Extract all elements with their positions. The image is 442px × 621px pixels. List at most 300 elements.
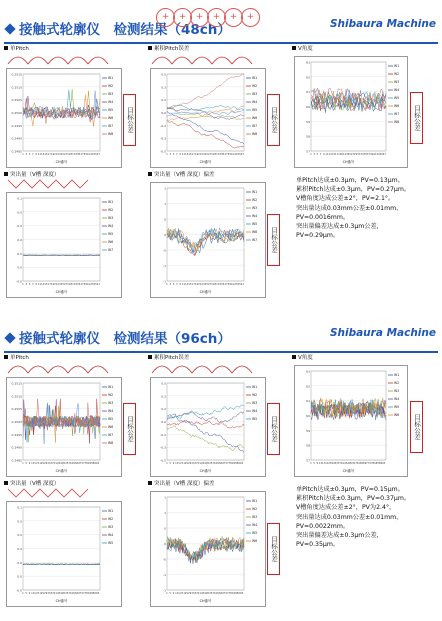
y-tick-label: 0 <box>164 217 166 222</box>
x-tick-label: 15 <box>188 283 192 286</box>
x-tick-label: 21 <box>181 462 185 465</box>
y-tick-label: -0.5 <box>160 458 166 463</box>
x-tick-label: 3 <box>25 283 28 286</box>
x-tick-label: 41 <box>197 462 202 465</box>
x-tick-label: 81 <box>230 462 234 465</box>
x-tick-label: 69 <box>363 462 367 465</box>
x-tick-label: 21 <box>325 462 329 465</box>
diamond-icon <box>4 332 15 343</box>
y-tick-label: -1 <box>163 264 166 268</box>
legend-label: W6 <box>252 539 258 544</box>
x-tick-label: 41 <box>53 462 58 465</box>
note-line: 累积Pitch达成±0.3μm，PV=0.27μm。 <box>296 186 411 194</box>
x-tick-label: 73 <box>79 462 84 465</box>
panel-cumulative-pitch <box>148 353 288 478</box>
x-tick-label: 33 <box>360 153 364 156</box>
y-tick-label: 1 <box>164 186 166 191</box>
x-tick-label: 43 <box>234 283 238 286</box>
y-tick-label: 57 <box>306 458 310 463</box>
x-tick-label: 13 <box>175 462 179 465</box>
legend-label: W3 <box>252 515 258 520</box>
y-tick-label: 58 <box>306 134 310 139</box>
y-tick-label: 61 <box>306 399 310 404</box>
x-tick-label: 81 <box>86 592 90 595</box>
x-tick-label: 1 <box>166 153 168 156</box>
x-tick-label: 23 <box>344 153 348 156</box>
x-tick-label: 37 <box>80 283 84 286</box>
x-tick-label: 39 <box>83 283 87 286</box>
x-tick-label: 77 <box>369 462 373 465</box>
x-tick-label: 11 <box>325 153 329 156</box>
y-tick-label: -0.2 <box>160 432 166 437</box>
x-tick-label: 15 <box>188 153 192 156</box>
chart-box <box>6 68 122 168</box>
legend-label: W5 <box>108 232 114 237</box>
legend-label: W6 <box>394 413 400 418</box>
brand-logo: Shibaura Machine <box>329 327 436 339</box>
x-tick-label: 11 <box>181 153 186 156</box>
legend-label: W2 <box>108 208 114 213</box>
y-tick-label: 0.0 <box>17 560 22 565</box>
x-tick-label: 39 <box>227 283 231 286</box>
x-tick-label: 25 <box>184 462 189 465</box>
x-tick-label: 33 <box>73 283 78 286</box>
x-tick-label: 47 <box>96 283 101 286</box>
x-tick-label: 47 <box>240 153 245 156</box>
x-axis-label: CH番号 <box>199 599 212 603</box>
x-tick-label: 1 <box>22 283 24 286</box>
x-tick-label: 1 <box>22 462 24 465</box>
legend-label: W2 <box>252 507 258 512</box>
x-tick-label: 81 <box>230 592 234 595</box>
x-tick-label: 53 <box>350 462 354 465</box>
y-tick-label: -1 <box>163 279 166 284</box>
y-tick-label: 60 <box>306 414 310 418</box>
x-tick-label: 47 <box>96 153 101 156</box>
x-tick-label: 69 <box>220 462 224 465</box>
x-tick-label: 65 <box>73 462 77 465</box>
y-tick-label: 57 <box>306 149 310 154</box>
y-tick-label: 0.0 <box>161 420 166 424</box>
x-tick-label: 49 <box>60 462 64 465</box>
y-tick-label: 0.0 <box>17 533 22 538</box>
pitch-sketch-icon <box>150 52 260 66</box>
y-tick-label: 0.2500 <box>11 111 22 115</box>
x-tick-label: 17 <box>47 283 51 286</box>
y-tick-label: 0.2485 <box>11 458 22 463</box>
series-line <box>167 110 244 116</box>
y-tick-label: 0.2495 <box>11 123 22 128</box>
x-tick-label: 77 <box>226 462 231 465</box>
panel-title: 累积Pitch误差 <box>148 353 189 361</box>
y-tick-label: -0 <box>163 557 166 562</box>
legend-label: W5 <box>252 417 258 422</box>
legend-label: W7 <box>394 112 400 117</box>
x-tick-label: 89 <box>92 592 96 595</box>
target-tolerance-label: 目标公差 <box>267 523 280 575</box>
legend-label: W2 <box>252 84 258 89</box>
legend-label: W5 <box>252 108 258 113</box>
target-tolerance-label: 目标公差 <box>267 403 280 455</box>
x-tick-label: 1 <box>166 462 168 465</box>
x-tick-label: 93 <box>239 592 244 595</box>
x-tick-label: 73 <box>223 462 228 465</box>
x-axis-label: CH番号 <box>55 290 68 294</box>
legend-label: W7 <box>252 238 258 243</box>
slide-title-text: 接触式轮廓仪 检测结果（96ch） <box>19 331 231 347</box>
x-tick-label: 47 <box>382 153 387 156</box>
y-tick-label: 0.2495 <box>11 432 22 437</box>
legend-label: W6 <box>252 230 258 235</box>
x-tick-label: 13 <box>31 462 35 465</box>
x-tick-label: 77 <box>226 592 231 595</box>
x-tick-label: 53 <box>207 592 211 595</box>
x-tick-label: 39 <box>83 153 87 156</box>
x-tick-label: 17 <box>34 592 38 595</box>
x-tick-label: 7 <box>32 153 34 156</box>
x-tick-label: 69 <box>76 592 80 595</box>
x-axis-label: CH番号 <box>342 469 355 473</box>
x-tick-label: 7 <box>319 153 322 156</box>
legend-label: W3 <box>394 80 400 85</box>
chart-protrusion <box>7 193 121 297</box>
y-tick-label: 0.2505 <box>11 407 22 412</box>
x-tick-label: 29 <box>67 153 71 156</box>
series-line <box>167 411 244 423</box>
note-line: V槽角度达成公差±2°，PV为2.4°， <box>296 504 396 512</box>
x-axis-label: CH番号 <box>55 160 68 164</box>
x-tick-label: 31 <box>214 283 218 286</box>
x-tick-label: 33 <box>217 153 222 156</box>
note-line: PV=0.35μm。 <box>296 541 340 549</box>
chart-box <box>150 182 266 298</box>
x-tick-label: 47 <box>240 283 245 286</box>
x-tick-label: 21 <box>198 153 202 156</box>
x-axis-label: CH番号 <box>199 469 212 473</box>
x-tick-label: 33 <box>191 462 195 465</box>
x-tick-label: 77 <box>82 462 87 465</box>
v-groove-sketch-icon <box>6 178 116 190</box>
x-tick-label: 41 <box>197 592 202 595</box>
legend-label: W5 <box>252 222 258 227</box>
x-tick-label: 17 <box>178 462 182 465</box>
y-tick-label: -0.5 <box>160 149 166 154</box>
y-tick-label: 63 <box>306 369 310 374</box>
panel-single-pitch <box>4 44 144 169</box>
x-tick-label: 41 <box>373 153 377 156</box>
target-tolerance-label: 目标公差 <box>410 92 423 144</box>
x-tick-label: 29 <box>354 153 358 156</box>
x-tick-label: 1 <box>22 153 24 156</box>
y-tick-label: -0.0 <box>16 279 22 284</box>
y-tick-label: 0.0 <box>17 519 22 524</box>
legend-label: W1 <box>108 509 114 514</box>
x-tick-label: 43 <box>376 153 380 156</box>
y-tick-label: 1 <box>164 495 166 500</box>
x-tick-label: 13 <box>185 283 189 286</box>
x-tick-label: 61 <box>213 462 218 465</box>
x-tick-label: 45 <box>201 462 205 465</box>
x-tick-label: 11 <box>37 153 42 156</box>
x-tick-label: 89 <box>378 462 383 465</box>
x-tick-label: 25 <box>40 592 45 595</box>
x-tick-label: 19 <box>194 153 199 156</box>
legend-label: W7 <box>252 124 258 129</box>
y-tick-label: -0.3 <box>160 445 166 450</box>
note-line: PV=0.0022mm。 <box>296 522 350 530</box>
note-line: 单Pitch达成±0.3μm，PV=0.13μm。 <box>296 177 404 184</box>
y-tick-label: 63 <box>306 60 310 65</box>
x-tick-label: 45 <box>57 592 61 595</box>
x-tick-label: 29 <box>44 462 48 465</box>
legend-label: W1 <box>252 385 258 390</box>
chart-v-angle <box>295 57 407 167</box>
x-tick-label: 27 <box>207 153 212 156</box>
x-tick-label: 7 <box>176 153 178 156</box>
x-tick-label: 25 <box>347 153 351 156</box>
chart-box <box>150 377 266 477</box>
panel-protrusion <box>4 479 144 607</box>
x-tick-label: 3 <box>313 153 316 156</box>
x-tick-label: 61 <box>213 592 218 595</box>
x-tick-label: 17 <box>191 283 195 286</box>
x-tick-label: 89 <box>236 462 240 465</box>
legend-label: W4 <box>252 409 258 414</box>
slide-48ch <box>0 4 442 304</box>
legend-label: W3 <box>394 389 400 394</box>
x-axis-label: CH番号 <box>199 290 212 294</box>
legend-label: W3 <box>108 525 114 530</box>
x-tick-label: 11 <box>181 283 186 286</box>
x-tick-label: 23 <box>57 283 61 286</box>
legend-label: W4 <box>108 533 114 538</box>
x-tick-label: 15 <box>44 283 48 286</box>
x-tick-label: 35 <box>221 283 225 286</box>
x-tick-label: 13 <box>185 153 189 156</box>
x-tick-label: 5 <box>169 462 172 465</box>
legend-label: W6 <box>252 116 258 121</box>
x-tick-label: 29 <box>67 283 71 286</box>
y-tick-label: 0.0 <box>17 547 22 551</box>
legend-label: W6 <box>108 116 114 121</box>
legend-label: W8 <box>108 441 114 446</box>
x-tick-label: 13 <box>31 592 35 595</box>
x-tick-label: 21 <box>37 592 41 595</box>
x-tick-label: 45 <box>93 153 97 156</box>
pitch-sketch-icon <box>6 52 116 66</box>
x-tick-label: 37 <box>80 153 84 156</box>
legend-label: W7 <box>108 124 114 129</box>
x-tick-label: 65 <box>359 462 364 465</box>
note-line: 累积Pitch达成±0.3μm，PV=0.37μm。 <box>296 495 411 503</box>
y-tick-label: 0.2510 <box>11 394 22 399</box>
x-tick-label: 49 <box>347 462 351 465</box>
x-tick-label: 81 <box>372 462 376 465</box>
x-tick-label: 85 <box>233 462 237 465</box>
panel-title: 累积Pitch误差 <box>148 44 189 52</box>
slide-header <box>0 4 442 44</box>
x-tick-label: 5 <box>313 462 315 465</box>
x-tick-label: 31 <box>70 153 74 156</box>
x-tick-label: 21 <box>341 153 345 156</box>
x-tick-label: 45 <box>344 462 348 465</box>
x-tick-label: 45 <box>379 153 383 156</box>
legend-label: W4 <box>394 88 400 93</box>
x-tick-label: 5 <box>172 153 175 156</box>
x-tick-label: 13 <box>318 462 323 465</box>
x-tick-label: 35 <box>363 153 367 156</box>
panel-title: 单Pitch <box>4 353 29 361</box>
x-tick-label: 25 <box>40 462 45 465</box>
x-tick-label: 69 <box>76 462 80 465</box>
y-tick-label: 0.1 <box>17 196 22 201</box>
panel-v-angle <box>292 353 438 478</box>
x-tick-label: 27 <box>63 283 68 286</box>
y-tick-label: -1 <box>163 573 166 577</box>
x-tick-label: 23 <box>57 153 61 156</box>
x-tick-label: 25 <box>60 283 64 286</box>
chart-cumulative-pitch <box>151 69 265 167</box>
x-tick-label: 37 <box>194 592 198 595</box>
x-tick-label: 81 <box>86 462 90 465</box>
x-tick-label: 69 <box>220 592 224 595</box>
y-tick-label: 0.2490 <box>11 445 22 450</box>
y-tick-label: 0.2 <box>161 98 166 103</box>
target-tolerance-label: 目标公差 <box>410 401 423 453</box>
x-tick-label: 53 <box>63 462 67 465</box>
x-tick-label: 5 <box>316 153 319 156</box>
x-tick-label: 5 <box>28 153 31 156</box>
panel-title: 单Pitch <box>4 44 29 52</box>
x-tick-label: 61 <box>69 592 74 595</box>
x-tick-label: 5 <box>169 592 172 595</box>
legend-label: W1 <box>108 76 114 81</box>
series-line <box>167 74 244 109</box>
y-tick-label: 59 <box>306 119 310 124</box>
x-tick-label: 57 <box>66 462 71 465</box>
y-tick-label: 0.2500 <box>11 420 22 424</box>
x-tick-label: 49 <box>60 592 64 595</box>
chart-box <box>150 491 266 607</box>
legend-label: W5 <box>108 417 114 422</box>
target-tolerance-label: 目标公差 <box>123 94 136 146</box>
panel-single-pitch <box>4 353 144 478</box>
x-tick-label: 1 <box>310 153 312 156</box>
panel-protrusion-deviation <box>148 479 288 607</box>
y-tick-label: -0.0 <box>16 588 22 593</box>
x-tick-label: 31 <box>70 283 74 286</box>
x-tick-label: 29 <box>188 592 192 595</box>
x-axis-label: CH番号 <box>199 160 212 164</box>
x-tick-label: 73 <box>366 462 370 465</box>
legend-label: W6 <box>108 425 114 430</box>
x-tick-label: 5 <box>25 462 28 465</box>
x-tick-label: 13 <box>41 283 45 286</box>
legend-label: W4 <box>108 224 114 229</box>
y-tick-label: 0.0 <box>161 111 166 115</box>
panel-title: 突出量（V槽 深度）偏差 <box>148 170 215 178</box>
panel-protrusion <box>4 170 144 298</box>
series-line <box>23 91 100 126</box>
slide-96ch <box>0 313 442 613</box>
y-tick-label: -0 <box>163 248 166 253</box>
x-tick-label: 45 <box>57 462 61 465</box>
x-tick-label: 25 <box>184 592 189 595</box>
chart-box <box>6 192 122 298</box>
x-tick-label: 61 <box>69 462 74 465</box>
legend-label: W2 <box>252 198 258 203</box>
x-tick-label: 3 <box>169 153 172 156</box>
panel-title: 突出量（V槽 深度） <box>4 170 60 178</box>
legend-label: W1 <box>252 499 258 504</box>
y-tick-label: -0.2 <box>160 123 166 128</box>
y-tick-label: 0.0 <box>17 251 22 256</box>
x-tick-label: 37 <box>50 462 54 465</box>
legend-label: W8 <box>394 120 400 125</box>
v-groove-sketch-icon <box>6 487 116 499</box>
y-tick-label: 1 <box>164 511 166 515</box>
x-tick-label: 29 <box>188 462 192 465</box>
y-tick-label: 0 <box>164 233 166 237</box>
x-tick-label: 45 <box>237 153 241 156</box>
panel-title: 突出量（V槽 深度） <box>4 479 60 487</box>
legend-label: W4 <box>252 100 258 105</box>
note-line: 突出量达成0.03mm公差±0.01mm， <box>296 204 403 212</box>
chart-box <box>294 365 408 477</box>
series-line <box>167 420 244 428</box>
y-tick-label: -1 <box>163 588 166 593</box>
note-line: PV=0.0016mm。 <box>296 213 350 221</box>
x-tick-label: 33 <box>73 153 78 156</box>
x-tick-label: 73 <box>223 592 228 595</box>
results-notes <box>296 176 410 240</box>
x-tick-label: 37 <box>50 592 54 595</box>
legend-label: W4 <box>108 409 114 414</box>
brand-logo: Shibaura Machine <box>329 18 436 30</box>
y-tick-label: 58 <box>306 443 310 448</box>
y-tick-label: 0.3 <box>161 394 166 399</box>
x-tick-label: 37 <box>194 462 198 465</box>
x-axis-label: CH番号 <box>342 160 355 164</box>
chart-cumulative-pitch <box>151 378 265 476</box>
x-tick-label: 19 <box>338 153 342 156</box>
x-tick-label: 41 <box>340 462 345 465</box>
x-tick-label: 33 <box>191 592 195 595</box>
series-line <box>167 120 244 148</box>
x-tick-label: 93 <box>95 462 100 465</box>
x-tick-label: 13 <box>175 592 179 595</box>
x-tick-label: 41 <box>86 283 91 286</box>
panel-protrusion-deviation <box>148 170 288 298</box>
x-tick-label: 31 <box>357 153 361 156</box>
x-tick-label: 93 <box>239 462 244 465</box>
legend-label: W2 <box>394 72 400 77</box>
y-tick-label: 0.2510 <box>11 85 22 90</box>
x-tick-label: 25 <box>328 462 332 465</box>
x-tick-label: 21 <box>198 283 202 286</box>
x-tick-label: 1 <box>166 592 168 595</box>
legend-label: W1 <box>108 200 114 205</box>
x-tick-label: 25 <box>204 153 208 156</box>
x-axis-label: CH番号 <box>55 599 68 603</box>
x-tick-label: 9 <box>179 153 181 156</box>
x-tick-label: 45 <box>237 283 241 286</box>
note-line: 突出量达成0.03mm公差±0.01mm， <box>296 513 403 521</box>
x-tick-label: 21 <box>54 283 58 286</box>
panel-title: V角度 <box>292 44 313 52</box>
x-tick-label: 9 <box>172 462 175 465</box>
x-tick-label: 19 <box>50 283 55 286</box>
